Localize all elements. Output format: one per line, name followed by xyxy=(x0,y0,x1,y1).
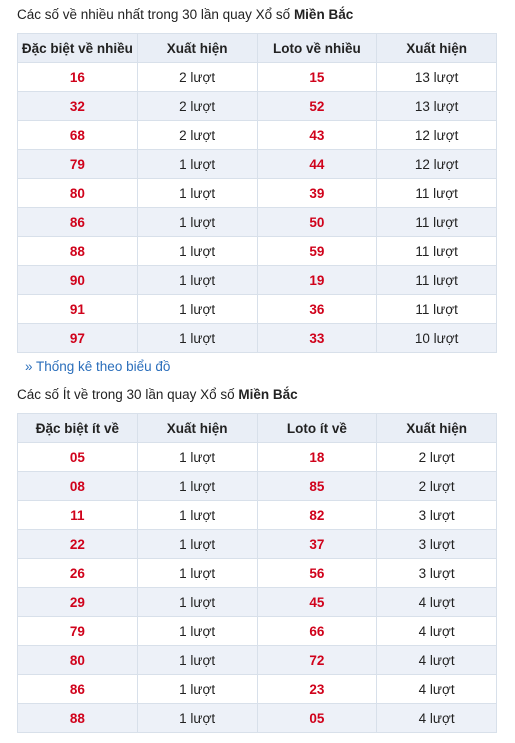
loto-count-cell: 11 lượt xyxy=(377,237,497,266)
db-count-cell: 1 lượt xyxy=(137,179,257,208)
loto-number-cell: 43 xyxy=(257,121,377,150)
db-count-cell: 1 lượt xyxy=(137,501,257,530)
loto-count-cell: 11 lượt xyxy=(377,266,497,295)
loto-number-cell: 23 xyxy=(257,675,377,704)
loto-count-cell: 3 lượt xyxy=(377,559,497,588)
db-count-cell: 2 lượt xyxy=(137,121,257,150)
loto-number-cell: 39 xyxy=(257,179,377,208)
loto-count-cell: 13 lượt xyxy=(377,92,497,121)
table-row xyxy=(18,179,497,208)
table-row xyxy=(18,92,497,121)
table-row xyxy=(18,266,497,295)
loto-number-cell: 37 xyxy=(257,530,377,559)
most-frequent-caption xyxy=(17,0,497,33)
db-number-cell: 86 xyxy=(18,675,138,704)
loto-number-cell: 19 xyxy=(257,266,377,295)
header-loto-count: Xuất hiện xyxy=(377,414,497,443)
least-frequent-caption xyxy=(17,382,497,413)
loto-number-cell: 59 xyxy=(257,237,377,266)
loto-count-cell: 11 lượt xyxy=(377,295,497,324)
db-number-cell: 08 xyxy=(18,472,138,501)
db-count-cell: 1 lượt xyxy=(137,588,257,617)
loto-count-cell: 4 lượt xyxy=(377,617,497,646)
loto-count-cell: 2 lượt xyxy=(377,443,497,472)
table-row xyxy=(18,295,497,324)
db-number-cell: 05 xyxy=(18,443,138,472)
table-row xyxy=(18,617,497,646)
table-row xyxy=(18,472,497,501)
db-number-cell: 68 xyxy=(18,121,138,150)
table-row xyxy=(18,237,497,266)
table-row xyxy=(18,559,497,588)
db-number-cell: 88 xyxy=(18,237,138,266)
loto-number-cell: 72 xyxy=(257,646,377,675)
table-row xyxy=(18,121,497,150)
most-caption-region: Miền Bắc xyxy=(293,7,354,22)
table-row xyxy=(18,530,497,559)
loto-count-cell: 13 lượt xyxy=(377,63,497,92)
db-count-cell: 1 lượt xyxy=(137,324,257,353)
least-frequent-body xyxy=(18,443,497,733)
loto-number-cell: 05 xyxy=(257,704,377,733)
loto-number-cell: 45 xyxy=(257,588,377,617)
table-row xyxy=(18,443,497,472)
db-count-cell: 1 lượt xyxy=(137,472,257,501)
loto-number-cell: 18 xyxy=(257,443,377,472)
header-db-least: Đặc biệt ít về xyxy=(18,414,138,443)
db-count-cell: 1 lượt xyxy=(137,617,257,646)
db-number-cell: 90 xyxy=(18,266,138,295)
header-loto-most: Loto về nhiều xyxy=(257,34,377,63)
db-number-cell: 86 xyxy=(18,208,138,237)
chart-stats-link[interactable]: » Thống kê theo biểu đồ xyxy=(25,359,171,374)
db-count-cell: 1 lượt xyxy=(137,530,257,559)
db-number-cell: 79 xyxy=(18,150,138,179)
db-count-cell: 1 lượt xyxy=(137,704,257,733)
db-count-cell: 1 lượt xyxy=(137,150,257,179)
table-row xyxy=(18,646,497,675)
db-number-cell: 80 xyxy=(18,646,138,675)
header-loto-count: Xuất hiện xyxy=(377,34,497,63)
chart-link-row xyxy=(17,353,497,382)
db-count-cell: 2 lượt xyxy=(137,63,257,92)
loto-count-cell: 4 lượt xyxy=(377,675,497,704)
db-number-cell: 32 xyxy=(18,92,138,121)
loto-count-cell: 12 lượt xyxy=(377,121,497,150)
header-db-most: Đặc biệt về nhiều xyxy=(18,34,138,63)
loto-count-cell: 4 lượt xyxy=(377,588,497,617)
db-number-cell: 79 xyxy=(18,617,138,646)
loto-number-cell: 44 xyxy=(257,150,377,179)
db-number-cell: 80 xyxy=(18,179,138,208)
db-number-cell: 11 xyxy=(18,501,138,530)
table-header-row xyxy=(18,34,497,63)
loto-count-cell: 11 lượt xyxy=(377,179,497,208)
loto-count-cell: 4 lượt xyxy=(377,646,497,675)
loto-number-cell: 66 xyxy=(257,617,377,646)
loto-number-cell: 33 xyxy=(257,324,377,353)
table-row xyxy=(18,704,497,733)
db-number-cell: 26 xyxy=(18,559,138,588)
loto-count-cell: 3 lượt xyxy=(377,530,497,559)
loto-number-cell: 82 xyxy=(257,501,377,530)
most-caption-text: Các số về nhiều nhất trong 30 lần quay Xổ số xyxy=(17,7,294,22)
table-row xyxy=(18,675,497,704)
db-count-cell: 1 lượt xyxy=(137,646,257,675)
db-count-cell: 1 lượt xyxy=(137,675,257,704)
table-header-row xyxy=(18,414,497,443)
table-row xyxy=(18,63,497,92)
db-count-cell: 1 lượt xyxy=(137,208,257,237)
table-row xyxy=(18,150,497,179)
loto-count-cell: 4 lượt xyxy=(377,704,497,733)
least-caption-text: Các số Ít về trong 30 lần quay Xổ số xyxy=(17,387,239,402)
db-count-cell: 1 lượt xyxy=(137,295,257,324)
most-frequent-table xyxy=(17,33,497,353)
db-count-cell: 1 lượt xyxy=(137,237,257,266)
header-loto-least: Loto ít về xyxy=(257,414,377,443)
loto-number-cell: 85 xyxy=(257,472,377,501)
loto-number-cell: 15 xyxy=(257,63,377,92)
db-number-cell: 97 xyxy=(18,324,138,353)
db-number-cell: 91 xyxy=(18,295,138,324)
db-count-cell: 1 lượt xyxy=(137,559,257,588)
db-number-cell: 22 xyxy=(18,530,138,559)
loto-number-cell: 36 xyxy=(257,295,377,324)
db-number-cell: 88 xyxy=(18,704,138,733)
db-number-cell: 29 xyxy=(18,588,138,617)
loto-number-cell: 56 xyxy=(257,559,377,588)
table-row xyxy=(18,208,497,237)
loto-count-cell: 10 lượt xyxy=(377,324,497,353)
table-row xyxy=(18,324,497,353)
db-count-cell: 1 lượt xyxy=(137,443,257,472)
most-frequent-body xyxy=(18,63,497,353)
least-frequent-table xyxy=(17,413,497,733)
least-caption-region: Miền Bắc xyxy=(238,387,298,402)
loto-number-cell: 52 xyxy=(257,92,377,121)
db-count-cell: 2 lượt xyxy=(137,92,257,121)
header-db-count: Xuất hiện xyxy=(137,34,257,63)
db-count-cell: 1 lượt xyxy=(137,266,257,295)
table-row xyxy=(18,588,497,617)
loto-count-cell: 12 lượt xyxy=(377,150,497,179)
table-row xyxy=(18,501,497,530)
loto-count-cell: 11 lượt xyxy=(377,208,497,237)
db-number-cell: 16 xyxy=(18,63,138,92)
loto-count-cell: 3 lượt xyxy=(377,501,497,530)
header-db-count: Xuất hiện xyxy=(137,414,257,443)
loto-number-cell: 50 xyxy=(257,208,377,237)
loto-count-cell: 2 lượt xyxy=(377,472,497,501)
